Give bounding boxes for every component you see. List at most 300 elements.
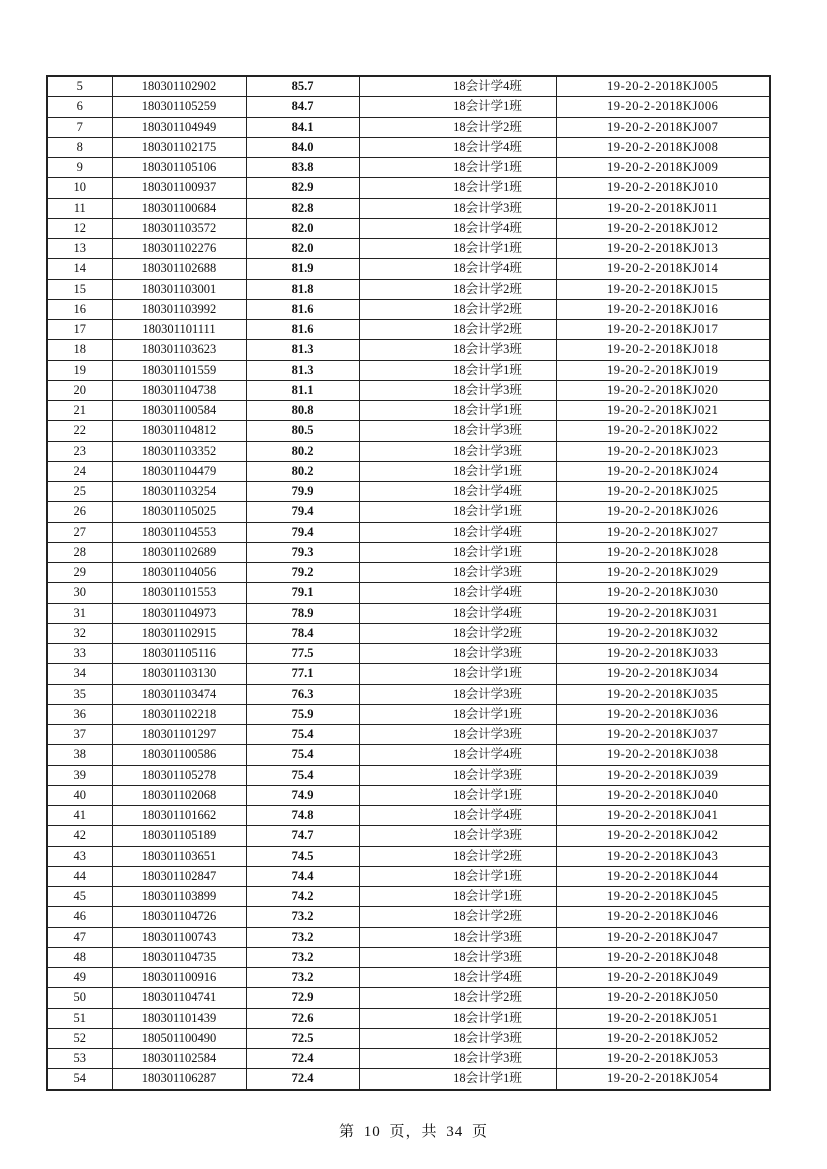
table-row (47, 684, 770, 704)
score-cell: 79.1 (246, 583, 359, 603)
score-cell: 80.2 (246, 461, 359, 481)
score-cell: 82.8 (246, 198, 359, 218)
score-cell: 80.5 (246, 421, 359, 441)
rank-cell: 34 (47, 664, 112, 684)
code-cell: 19-20-2-2018KJ033 (556, 644, 770, 664)
code-cell: 19-20-2-2018KJ054 (556, 1069, 770, 1090)
score-cell: 74.8 (246, 806, 359, 826)
code-cell: 19-20-2-2018KJ050 (556, 988, 770, 1008)
student-id-cell: 180301104479 (112, 461, 246, 481)
table-row (47, 401, 770, 421)
score-cell: 72.4 (246, 1069, 359, 1090)
code-cell: 19-20-2-2018KJ047 (556, 927, 770, 947)
score-cell: 74.2 (246, 887, 359, 907)
class-name-cell: 18会计学3班 (359, 441, 556, 461)
rank-cell: 22 (47, 421, 112, 441)
student-id-cell: 180301100743 (112, 927, 246, 947)
score-cell: 79.9 (246, 482, 359, 502)
class-name-cell: 18会计学2班 (359, 320, 556, 340)
student-id-cell: 180301101439 (112, 1008, 246, 1028)
rank-cell: 16 (47, 299, 112, 319)
rank-cell: 7 (47, 117, 112, 137)
rank-cell: 49 (47, 968, 112, 988)
class-name-cell: 18会计学4班 (359, 522, 556, 542)
score-cell: 81.3 (246, 340, 359, 360)
table-row (47, 1008, 770, 1028)
table-row (47, 887, 770, 907)
class-name-cell: 18会计学1班 (359, 785, 556, 805)
class-name-cell: 18会计学2班 (359, 623, 556, 643)
code-cell: 19-20-2-2018KJ014 (556, 259, 770, 279)
table-row (47, 644, 770, 664)
table-row (47, 502, 770, 522)
class-name-cell: 18会计学4班 (359, 806, 556, 826)
score-cell: 77.5 (246, 644, 359, 664)
rank-cell: 48 (47, 947, 112, 967)
score-cell: 74.4 (246, 866, 359, 886)
page-number-footer: 第 10 页，共 34 页 (338, 1124, 488, 1140)
score-cell: 75.4 (246, 765, 359, 785)
rank-cell: 10 (47, 178, 112, 198)
code-cell: 19-20-2-2018KJ031 (556, 603, 770, 623)
rank-cell: 25 (47, 482, 112, 502)
rank-cell: 37 (47, 725, 112, 745)
class-name-cell: 18会计学2班 (359, 907, 556, 927)
code-cell: 19-20-2-2018KJ046 (556, 907, 770, 927)
code-cell: 19-20-2-2018KJ009 (556, 158, 770, 178)
class-name-cell: 18会计学3班 (359, 765, 556, 785)
rank-cell: 31 (47, 603, 112, 623)
score-cell: 78.9 (246, 603, 359, 623)
score-cell: 81.6 (246, 299, 359, 319)
code-cell: 19-20-2-2018KJ053 (556, 1049, 770, 1069)
rank-cell: 5 (47, 76, 112, 97)
rank-cell: 27 (47, 522, 112, 542)
class-name-cell: 18会计学4班 (359, 482, 556, 502)
student-id-cell: 180301104056 (112, 563, 246, 583)
student-id-cell: 180301105106 (112, 158, 246, 178)
score-cell: 74.5 (246, 846, 359, 866)
class-name-cell: 18会计学4班 (359, 603, 556, 623)
code-cell: 19-20-2-2018KJ051 (556, 1008, 770, 1028)
class-name-cell: 18会计学2班 (359, 299, 556, 319)
student-id-cell: 180301100586 (112, 745, 246, 765)
student-id-cell: 180301102689 (112, 542, 246, 562)
rank-cell: 51 (47, 1008, 112, 1028)
class-name-cell: 18会计学3班 (359, 644, 556, 664)
table-row (47, 239, 770, 259)
code-cell: 19-20-2-2018KJ006 (556, 97, 770, 117)
class-name-cell: 18会计学3班 (359, 380, 556, 400)
class-name-cell: 18会计学1班 (359, 178, 556, 198)
score-cell: 72.9 (246, 988, 359, 1008)
student-id-cell: 180301106287 (112, 1069, 246, 1090)
table-row (47, 623, 770, 643)
student-id-cell: 180301104553 (112, 522, 246, 542)
student-id-cell: 180301102584 (112, 1049, 246, 1069)
code-cell: 19-20-2-2018KJ022 (556, 421, 770, 441)
student-id-cell: 180301102218 (112, 704, 246, 724)
ranking-table (46, 75, 771, 1091)
class-name-cell: 18会计学1班 (359, 866, 556, 886)
score-cell: 73.2 (246, 907, 359, 927)
rank-cell: 41 (47, 806, 112, 826)
rank-cell: 13 (47, 239, 112, 259)
student-id-cell: 180301102688 (112, 259, 246, 279)
student-id-cell: 180301103899 (112, 887, 246, 907)
table-row (47, 461, 770, 481)
student-id-cell: 180301103254 (112, 482, 246, 502)
rank-cell: 39 (47, 765, 112, 785)
score-cell: 79.2 (246, 563, 359, 583)
rank-cell: 8 (47, 137, 112, 157)
student-id-cell: 180301103572 (112, 218, 246, 238)
code-cell: 19-20-2-2018KJ007 (556, 117, 770, 137)
rank-cell: 23 (47, 441, 112, 461)
code-cell: 19-20-2-2018KJ029 (556, 563, 770, 583)
rank-cell: 30 (47, 583, 112, 603)
code-cell: 19-20-2-2018KJ023 (556, 441, 770, 461)
code-cell: 19-20-2-2018KJ036 (556, 704, 770, 724)
table-row (47, 563, 770, 583)
class-name-cell: 18会计学4班 (359, 583, 556, 603)
code-cell: 19-20-2-2018KJ037 (556, 725, 770, 745)
student-id-cell: 180301101553 (112, 583, 246, 603)
class-name-cell: 18会计学4班 (359, 218, 556, 238)
table-row (47, 320, 770, 340)
score-cell: 82.0 (246, 239, 359, 259)
rank-cell: 46 (47, 907, 112, 927)
table-row (47, 785, 770, 805)
table-row (47, 380, 770, 400)
score-cell: 81.3 (246, 360, 359, 380)
rank-cell: 45 (47, 887, 112, 907)
class-name-cell: 18会计学1班 (359, 502, 556, 522)
class-name-cell: 18会计学3班 (359, 563, 556, 583)
class-name-cell: 18会计学1班 (359, 158, 556, 178)
class-name-cell: 18会计学2班 (359, 279, 556, 299)
table-row (47, 1028, 770, 1048)
table-row (47, 988, 770, 1008)
student-id-cell: 180301103130 (112, 664, 246, 684)
score-cell: 84.0 (246, 137, 359, 157)
table-row (47, 603, 770, 623)
student-id-cell: 180301102175 (112, 137, 246, 157)
student-id-cell: 180301100937 (112, 178, 246, 198)
class-name-cell: 18会计学1班 (359, 704, 556, 724)
rank-cell: 50 (47, 988, 112, 1008)
code-cell: 19-20-2-2018KJ052 (556, 1028, 770, 1048)
table-row (47, 279, 770, 299)
table-row (47, 846, 770, 866)
table-row (47, 76, 770, 97)
class-name-cell: 18会计学3班 (359, 826, 556, 846)
code-cell: 19-20-2-2018KJ030 (556, 583, 770, 603)
student-id-cell: 180301104812 (112, 421, 246, 441)
rank-cell: 28 (47, 542, 112, 562)
score-cell: 84.1 (246, 117, 359, 137)
code-cell: 19-20-2-2018KJ011 (556, 198, 770, 218)
rank-cell: 47 (47, 927, 112, 947)
student-id-cell: 180301101559 (112, 360, 246, 380)
student-id-cell: 180301103992 (112, 299, 246, 319)
code-cell: 19-20-2-2018KJ008 (556, 137, 770, 157)
class-name-cell: 18会计学1班 (359, 97, 556, 117)
class-name-cell: 18会计学1班 (359, 664, 556, 684)
student-id-cell: 180301103623 (112, 340, 246, 360)
score-cell: 82.9 (246, 178, 359, 198)
table-row (47, 745, 770, 765)
student-id-cell: 180301104973 (112, 603, 246, 623)
class-name-cell: 18会计学3班 (359, 198, 556, 218)
rank-cell: 24 (47, 461, 112, 481)
score-cell: 73.2 (246, 947, 359, 967)
table-row (47, 97, 770, 117)
rank-cell: 21 (47, 401, 112, 421)
rank-cell: 44 (47, 866, 112, 886)
code-cell: 19-20-2-2018KJ040 (556, 785, 770, 805)
student-id-cell: 180501100490 (112, 1028, 246, 1048)
code-cell: 19-20-2-2018KJ019 (556, 360, 770, 380)
score-cell: 75.4 (246, 745, 359, 765)
student-id-cell: 180301103474 (112, 684, 246, 704)
code-cell: 19-20-2-2018KJ042 (556, 826, 770, 846)
rank-cell: 33 (47, 644, 112, 664)
table-row (47, 806, 770, 826)
table-row (47, 340, 770, 360)
code-cell: 19-20-2-2018KJ015 (556, 279, 770, 299)
score-cell: 81.6 (246, 320, 359, 340)
rank-cell: 12 (47, 218, 112, 238)
code-cell: 19-20-2-2018KJ025 (556, 482, 770, 502)
code-cell: 19-20-2-2018KJ038 (556, 745, 770, 765)
code-cell: 19-20-2-2018KJ012 (556, 218, 770, 238)
code-cell: 19-20-2-2018KJ021 (556, 401, 770, 421)
score-cell: 75.4 (246, 725, 359, 745)
rank-cell: 20 (47, 380, 112, 400)
class-name-cell: 18会计学2班 (359, 988, 556, 1008)
student-id-cell: 180301102847 (112, 866, 246, 886)
rank-cell: 53 (47, 1049, 112, 1069)
rank-cell: 35 (47, 684, 112, 704)
score-cell: 72.4 (246, 1049, 359, 1069)
rank-cell: 6 (47, 97, 112, 117)
class-name-cell: 18会计学3班 (359, 947, 556, 967)
rank-cell: 15 (47, 279, 112, 299)
rank-cell: 9 (47, 158, 112, 178)
table-row (47, 907, 770, 927)
table-row (47, 826, 770, 846)
score-cell: 85.7 (246, 76, 359, 97)
score-cell: 81.1 (246, 380, 359, 400)
score-cell: 81.8 (246, 279, 359, 299)
table-row (47, 198, 770, 218)
table-row (47, 542, 770, 562)
code-cell: 19-20-2-2018KJ010 (556, 178, 770, 198)
score-cell: 78.4 (246, 623, 359, 643)
rank-cell: 42 (47, 826, 112, 846)
class-name-cell: 18会计学1班 (359, 542, 556, 562)
ranking-table-body (47, 76, 770, 1090)
score-cell: 83.8 (246, 158, 359, 178)
student-id-cell: 180301103352 (112, 441, 246, 461)
class-name-cell: 18会计学3班 (359, 340, 556, 360)
student-id-cell: 180301100684 (112, 198, 246, 218)
table-row (47, 725, 770, 745)
student-id-cell: 180301105278 (112, 765, 246, 785)
score-cell: 73.2 (246, 968, 359, 988)
class-name-cell: 18会计学3班 (359, 1049, 556, 1069)
rank-cell: 54 (47, 1069, 112, 1090)
rank-cell: 38 (47, 745, 112, 765)
student-id-cell: 180301105259 (112, 97, 246, 117)
score-cell: 79.3 (246, 542, 359, 562)
table-row (47, 137, 770, 157)
class-name-cell: 18会计学4班 (359, 968, 556, 988)
class-name-cell: 18会计学3班 (359, 927, 556, 947)
student-id-cell: 180301101662 (112, 806, 246, 826)
rank-cell: 43 (47, 846, 112, 866)
student-id-cell: 180301101297 (112, 725, 246, 745)
table-row (47, 1049, 770, 1069)
code-cell: 19-20-2-2018KJ039 (556, 765, 770, 785)
code-cell: 19-20-2-2018KJ020 (556, 380, 770, 400)
rank-cell: 29 (47, 563, 112, 583)
table-row (47, 441, 770, 461)
table-row (47, 704, 770, 724)
class-name-cell: 18会计学4班 (359, 259, 556, 279)
rank-cell: 18 (47, 340, 112, 360)
student-id-cell: 180301104726 (112, 907, 246, 927)
class-name-cell: 18会计学1班 (359, 1069, 556, 1090)
table-row (47, 927, 770, 947)
rank-cell: 26 (47, 502, 112, 522)
class-name-cell: 18会计学3班 (359, 1028, 556, 1048)
score-cell: 80.8 (246, 401, 359, 421)
score-cell: 80.2 (246, 441, 359, 461)
code-cell: 19-20-2-2018KJ035 (556, 684, 770, 704)
rank-cell: 14 (47, 259, 112, 279)
rank-cell: 36 (47, 704, 112, 724)
table-row (47, 218, 770, 238)
student-id-cell: 180301105116 (112, 644, 246, 664)
score-cell: 77.1 (246, 664, 359, 684)
code-cell: 19-20-2-2018KJ048 (556, 947, 770, 967)
rank-cell: 11 (47, 198, 112, 218)
class-name-cell: 18会计学4班 (359, 745, 556, 765)
class-name-cell: 18会计学1班 (359, 401, 556, 421)
score-cell: 79.4 (246, 502, 359, 522)
code-cell: 19-20-2-2018KJ017 (556, 320, 770, 340)
table-row (47, 360, 770, 380)
class-name-cell: 18会计学1班 (359, 1008, 556, 1028)
class-name-cell: 18会计学1班 (359, 461, 556, 481)
code-cell: 19-20-2-2018KJ005 (556, 76, 770, 97)
rank-cell: 19 (47, 360, 112, 380)
code-cell: 19-20-2-2018KJ027 (556, 522, 770, 542)
class-name-cell: 18会计学3班 (359, 725, 556, 745)
score-cell: 84.7 (246, 97, 359, 117)
rank-cell: 17 (47, 320, 112, 340)
rank-cell: 32 (47, 623, 112, 643)
class-name-cell: 18会计学4班 (359, 137, 556, 157)
table-row (47, 947, 770, 967)
student-id-cell: 180301103001 (112, 279, 246, 299)
table-row (47, 158, 770, 178)
student-id-cell: 180301104738 (112, 380, 246, 400)
student-id-cell: 180301100916 (112, 968, 246, 988)
class-name-cell: 18会计学4班 (359, 76, 556, 97)
score-cell: 74.7 (246, 826, 359, 846)
table-row (47, 259, 770, 279)
table-row (47, 522, 770, 542)
table-row (47, 765, 770, 785)
class-name-cell: 18会计学2班 (359, 117, 556, 137)
score-cell: 73.2 (246, 927, 359, 947)
student-id-cell: 180301104949 (112, 117, 246, 137)
score-cell: 74.9 (246, 785, 359, 805)
score-cell: 81.9 (246, 259, 359, 279)
table-row (47, 664, 770, 684)
code-cell: 19-20-2-2018KJ034 (556, 664, 770, 684)
class-name-cell: 18会计学1班 (359, 887, 556, 907)
class-name-cell: 18会计学1班 (359, 360, 556, 380)
score-cell: 72.6 (246, 1008, 359, 1028)
code-cell: 19-20-2-2018KJ049 (556, 968, 770, 988)
table-row (47, 178, 770, 198)
code-cell: 19-20-2-2018KJ018 (556, 340, 770, 360)
class-name-cell: 18会计学3班 (359, 684, 556, 704)
rank-cell: 40 (47, 785, 112, 805)
code-cell: 19-20-2-2018KJ013 (556, 239, 770, 259)
score-cell: 82.0 (246, 218, 359, 238)
code-cell: 19-20-2-2018KJ045 (556, 887, 770, 907)
student-id-cell: 180301100584 (112, 401, 246, 421)
code-cell: 19-20-2-2018KJ028 (556, 542, 770, 562)
code-cell: 19-20-2-2018KJ044 (556, 866, 770, 886)
student-id-cell: 180301102902 (112, 76, 246, 97)
class-name-cell: 18会计学1班 (359, 239, 556, 259)
table-row (47, 968, 770, 988)
code-cell: 19-20-2-2018KJ016 (556, 299, 770, 319)
score-cell: 76.3 (246, 684, 359, 704)
student-id-cell: 180301105025 (112, 502, 246, 522)
class-name-cell: 18会计学2班 (359, 846, 556, 866)
table-row (47, 583, 770, 603)
student-id-cell: 180301105189 (112, 826, 246, 846)
table-row (47, 866, 770, 886)
code-cell: 19-20-2-2018KJ026 (556, 502, 770, 522)
student-id-cell: 180301104735 (112, 947, 246, 967)
score-cell: 72.5 (246, 1028, 359, 1048)
rank-cell: 52 (47, 1028, 112, 1048)
student-id-cell: 180301103651 (112, 846, 246, 866)
class-name-cell: 18会计学3班 (359, 421, 556, 441)
student-id-cell: 180301102915 (112, 623, 246, 643)
code-cell: 19-20-2-2018KJ032 (556, 623, 770, 643)
table-row (47, 482, 770, 502)
code-cell: 19-20-2-2018KJ041 (556, 806, 770, 826)
student-id-cell: 180301104741 (112, 988, 246, 1008)
table-row (47, 117, 770, 137)
student-id-cell: 180301102276 (112, 239, 246, 259)
code-cell: 19-20-2-2018KJ024 (556, 461, 770, 481)
table-row (47, 421, 770, 441)
table-row (47, 1069, 770, 1090)
student-id-cell: 180301101111 (112, 320, 246, 340)
table-row (47, 299, 770, 319)
score-cell: 75.9 (246, 704, 359, 724)
